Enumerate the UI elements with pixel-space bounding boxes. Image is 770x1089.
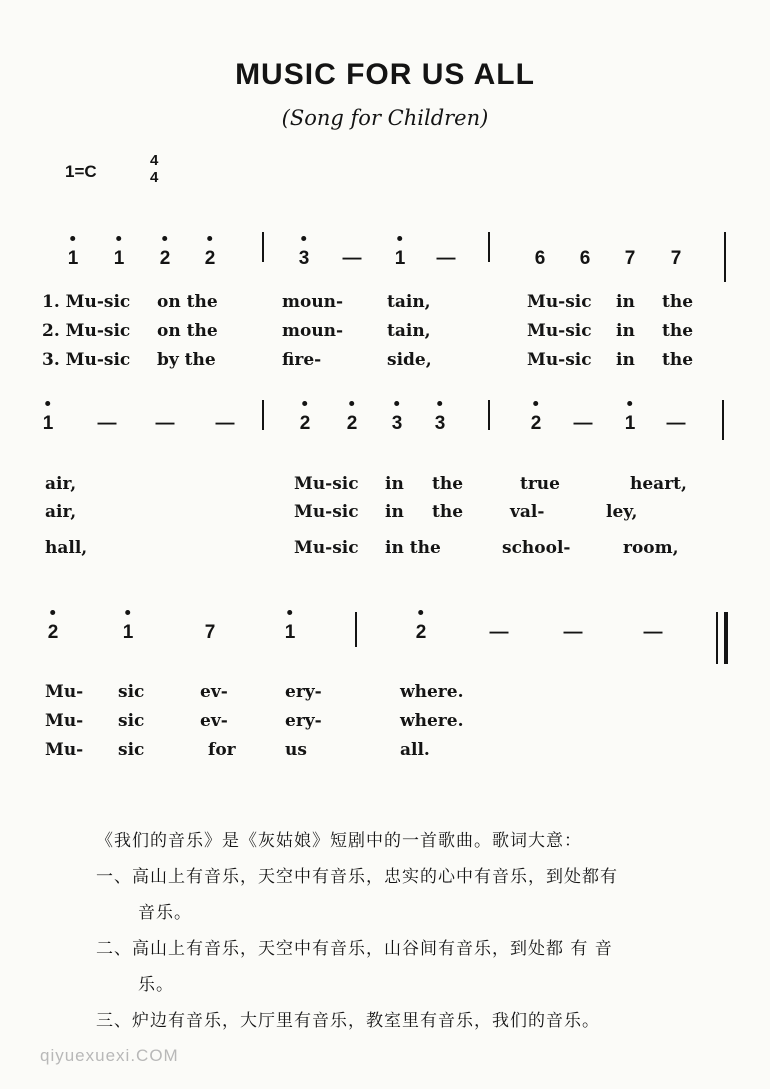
note (644, 622, 663, 644)
note (48, 622, 59, 644)
octave-dot (45, 401, 50, 406)
octave-dot (302, 401, 307, 406)
lyric-syllable: ley, (606, 502, 638, 522)
note (216, 413, 235, 435)
note (156, 413, 175, 435)
note-value: 2 (346, 413, 358, 434)
lyric-syllable: Mu- (45, 740, 84, 760)
note-value: 1 (284, 622, 296, 643)
description-intro: 《我们的音乐》是《灰姑娘》短剧中的一首歌曲。歌词大意： (96, 831, 582, 851)
lyric-syllable: Mu-sic (527, 321, 592, 341)
lyric-syllable: tain, (387, 292, 431, 312)
note (392, 413, 403, 435)
octave-dot (207, 236, 212, 241)
note-value: 2 (299, 413, 311, 434)
lyric-syllable: ev- (200, 711, 228, 731)
lyric-syllable: for (208, 740, 236, 760)
note-value: 1 (394, 248, 406, 269)
lyric-syllable: Mu-sic (527, 292, 592, 312)
lyric-syllable: room, (623, 538, 679, 558)
octave-dot (533, 401, 538, 406)
lyric-syllable: true (520, 474, 560, 494)
song-subtitle: (Song for Children) (281, 106, 489, 130)
lyric-syllable: Mu-sic (294, 474, 359, 494)
note (343, 248, 362, 270)
lyric-syllable: the (432, 502, 464, 522)
note (68, 248, 79, 270)
note (667, 413, 686, 435)
note-value: — (489, 622, 509, 643)
note (435, 413, 446, 435)
note (123, 622, 134, 644)
note (395, 248, 406, 270)
note-value: 2 (415, 622, 427, 643)
lyric-syllable: where. (400, 682, 464, 702)
time-signature-bottom: 4 (150, 169, 159, 186)
lyric-syllable: Mu- (45, 682, 84, 702)
lyric-syllable: 1. Mu-sic (42, 292, 131, 312)
description-verse-2-cont: 乐。 (138, 975, 174, 995)
octave-dot (125, 610, 130, 615)
note-value: — (342, 248, 362, 269)
lyric-syllable: heart, (630, 474, 687, 494)
note-value: 7 (670, 248, 682, 269)
lyric-syllable: hall, (45, 538, 88, 558)
note (574, 413, 593, 435)
octave-dot (437, 401, 442, 406)
lyric-syllable: ery- (285, 711, 322, 731)
note (625, 248, 636, 270)
note (347, 413, 358, 435)
note-value: — (97, 413, 117, 434)
lyric-syllable: moun- (282, 292, 344, 312)
octave-dot (418, 610, 423, 615)
lyric-syllable: val- (510, 502, 545, 522)
octave-dot (301, 236, 306, 241)
barline (716, 612, 718, 664)
note-value: 3 (434, 413, 446, 434)
lyric-syllable: all. (400, 740, 430, 760)
lyric-syllable: air, (45, 474, 77, 494)
lyric-syllable: in the (385, 538, 441, 558)
lyric-syllable: us (285, 740, 307, 760)
note-value: 3 (298, 248, 310, 269)
lyric-syllable: moun- (282, 321, 344, 341)
note (43, 413, 54, 435)
note-value: 6 (579, 248, 591, 269)
time-signature (150, 152, 158, 186)
note-value: 1 (624, 413, 636, 434)
note (531, 413, 542, 435)
octave-dot (50, 610, 55, 615)
lyric-syllable: the (432, 474, 464, 494)
lyric-syllable: the (662, 292, 694, 312)
note (114, 248, 125, 270)
lyric-syllable: sic (118, 682, 145, 702)
octave-dot (394, 401, 399, 406)
note-value: 7 (624, 248, 636, 269)
note-value: 1 (42, 413, 54, 434)
lyric-syllable: Mu-sic (294, 538, 359, 558)
lyric-syllable: 3. Mu-sic (42, 350, 131, 370)
lyric-syllable: Mu-sic (527, 350, 592, 370)
note-value: 3 (391, 413, 403, 434)
barline (488, 232, 490, 262)
note (300, 413, 311, 435)
lyric-syllable: fire- (282, 350, 322, 370)
lyric-syllable: sic (118, 711, 145, 731)
note (205, 248, 216, 270)
note-value: 1 (122, 622, 134, 643)
key-signature: 1=C (65, 162, 97, 181)
lyric-syllable: in (616, 321, 635, 341)
note-value: 1 (113, 248, 125, 269)
lyric-syllable: ery- (285, 682, 322, 702)
octave-dot (70, 236, 75, 241)
description-verse-1-cont: 音乐。 (138, 903, 192, 923)
note-value: — (573, 413, 593, 434)
note (416, 622, 427, 644)
note (285, 622, 296, 644)
note (580, 248, 591, 270)
note (535, 248, 546, 270)
note-value: 6 (534, 248, 546, 269)
song-title: MUSIC FOR US ALL (235, 58, 535, 91)
note (625, 413, 636, 435)
lyric-syllable: in (385, 474, 404, 494)
lyric-syllable: ev- (200, 682, 228, 702)
note (490, 622, 509, 644)
note-value: — (155, 413, 175, 434)
octave-dot (162, 236, 167, 241)
note-value: — (643, 622, 663, 643)
lyric-syllable: tain, (387, 321, 431, 341)
note (205, 622, 216, 644)
note-value: — (563, 622, 583, 643)
barline (355, 612, 357, 647)
note-value: 2 (530, 413, 542, 434)
note-value: 2 (47, 622, 59, 643)
description-verse-1: 一、高山上有音乐，天空中有音乐，忠实的心中有音乐，到处都有 (96, 867, 618, 887)
lyric-syllable: in (616, 350, 635, 370)
barline (488, 400, 490, 430)
lyric-syllable: by the (157, 350, 216, 370)
barline (724, 612, 728, 664)
time-signature-top: 4 (150, 152, 159, 169)
note (671, 248, 682, 270)
lyric-syllable: the (662, 350, 694, 370)
octave-dot (397, 236, 402, 241)
note (299, 248, 310, 270)
note-value: 2 (204, 248, 216, 269)
octave-dot (287, 610, 292, 615)
octave-dot (116, 236, 121, 241)
lyric-syllable: Mu- (45, 711, 84, 731)
barline (724, 232, 726, 282)
note-value: — (215, 413, 235, 434)
note-value: — (666, 413, 686, 434)
lyric-syllable: in (616, 292, 635, 312)
barline (722, 400, 724, 440)
lyric-syllable: in (385, 502, 404, 522)
barline (262, 232, 264, 262)
description-verse-3: 三、炉边有音乐，大厅里有音乐，教室里有音乐，我们的音乐。 (96, 1011, 600, 1031)
note-value: 1 (67, 248, 79, 269)
note (437, 248, 456, 270)
note (564, 622, 583, 644)
lyric-syllable: school- (502, 538, 571, 558)
octave-dot (627, 401, 632, 406)
lyric-syllable: the (662, 321, 694, 341)
note-value: — (436, 248, 456, 269)
description-verse-2: 二、高山上有音乐，天空中有音乐，山谷间有音乐，到处都 有 音 (96, 939, 613, 959)
lyric-syllable: Mu-sic (294, 502, 359, 522)
octave-dot (349, 401, 354, 406)
note-value: 7 (204, 622, 216, 643)
lyric-syllable: side, (387, 350, 432, 370)
lyric-syllable: sic (118, 740, 145, 760)
note (98, 413, 117, 435)
lyric-syllable: 2. Mu-sic (42, 321, 131, 341)
lyric-syllable: air, (45, 502, 77, 522)
lyric-syllable: on the (157, 292, 218, 312)
lyric-syllable: where. (400, 711, 464, 731)
barline (262, 400, 264, 430)
note-value: 2 (159, 248, 171, 269)
note (160, 248, 171, 270)
lyric-syllable: on the (157, 321, 218, 341)
watermark: qiyuexuexi.COM (40, 1046, 179, 1065)
